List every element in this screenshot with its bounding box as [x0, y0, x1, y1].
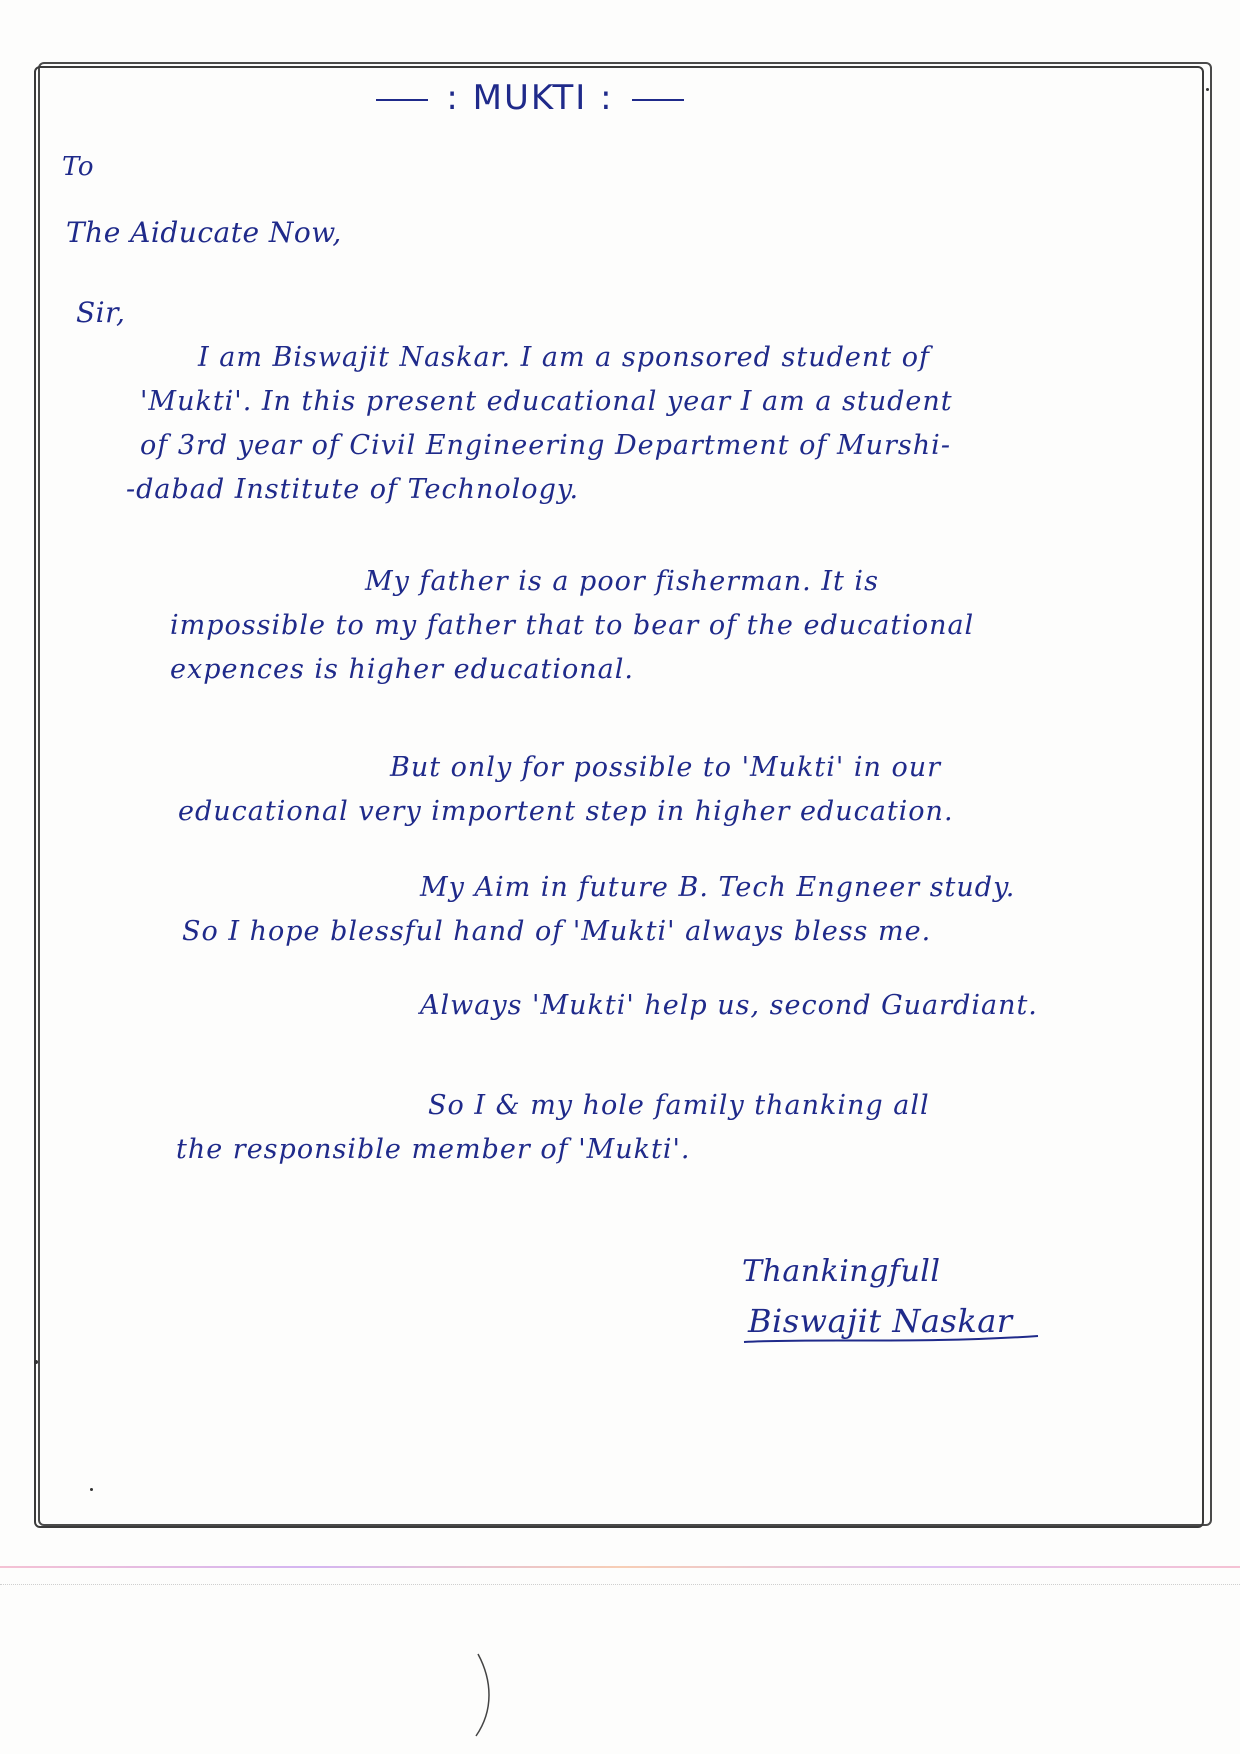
- recipient: The Aiducate Now,: [66, 216, 342, 249]
- paragraph-1-line: of 3rd year of Civil Engineering Department of Murshi-: [140, 430, 951, 461]
- paragraph-3-line: educational very importent step in higher education.: [178, 796, 954, 827]
- title-colon-left: :: [446, 78, 460, 118]
- paragraph-2-line: impossible to my father that to bear of the educational: [170, 610, 975, 641]
- paragraph-5-line: Always 'Mukti' help us, second Guardiant.: [420, 990, 1038, 1021]
- letter-title: [350, 78, 710, 118]
- paragraph-3: [178, 746, 954, 834]
- paragraph-6: [176, 1084, 930, 1172]
- paragraph-4-line: So I hope blessful hand of 'Mukti' always bless me.: [182, 916, 932, 947]
- paragraph-1-line: -dabad Institute of Technology.: [126, 474, 580, 505]
- paragraph-3-line: But only for possible to 'Mukti' in our: [390, 752, 942, 783]
- paragraph-2-line: My father is a poor fisherman. It is: [365, 566, 879, 597]
- title-text: MUKTI: [472, 78, 588, 118]
- paragraph-6-line: So I & my hole family thanking all: [428, 1090, 930, 1121]
- title-dash-right: [632, 99, 684, 101]
- paragraph-1-line: I am Biswajit Naskar. I am a sponsored student of: [198, 342, 930, 373]
- paragraph-2: [170, 560, 974, 692]
- paragraph-4: [182, 866, 1015, 954]
- scan-speck: [1206, 88, 1209, 91]
- scan-dotted-line: [0, 1584, 1240, 1585]
- paragraph-6-line: the responsible member of 'Mukti'.: [176, 1134, 691, 1165]
- paragraph-2-line: expences is higher educational.: [170, 654, 634, 685]
- paragraph-5: [420, 984, 1038, 1028]
- title-colon-right: :: [600, 78, 614, 118]
- scan-mark: [470, 1650, 500, 1740]
- paragraph-1-line: 'Mukti'. In this present educational year I am a student: [140, 386, 953, 417]
- closing: Thankingfull: [742, 1254, 941, 1289]
- scan-edge-line: [0, 1566, 1240, 1568]
- title-dash-left: [376, 99, 428, 101]
- paragraph-1: [126, 336, 953, 512]
- scan-speck: [90, 1488, 93, 1491]
- paragraph-4-line: My Aim in future B. Tech Engneer study.: [420, 872, 1016, 903]
- salutation-to: To: [62, 152, 94, 182]
- signature: Biswajit Naskar: [748, 1302, 1013, 1340]
- greeting: Sir,: [76, 296, 126, 329]
- signature-underline: [738, 1308, 1058, 1348]
- scan-speck: [34, 1360, 38, 1364]
